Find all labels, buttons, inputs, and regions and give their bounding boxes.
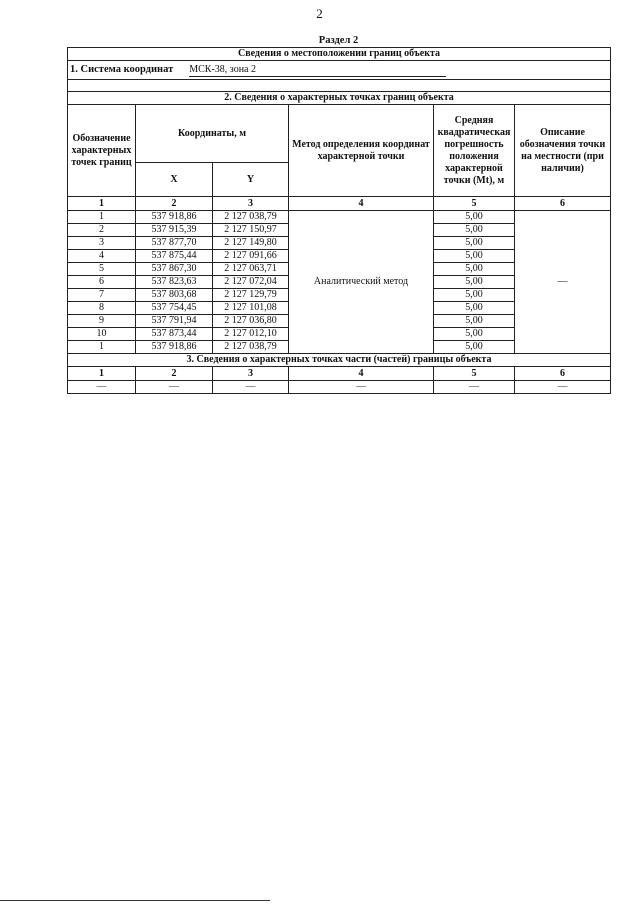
block3-title: 3. Сведения о характерных точках части (частей) границы объекта [68,354,611,367]
accuracy-value: 5,00 [434,263,515,276]
accuracy-value: 5,00 [434,341,515,354]
x-coordinate: 537 875,44 [136,250,213,263]
x-coordinate: 537 873,44 [136,328,213,341]
description-value: — [515,211,611,354]
point-number: 1 [68,341,136,354]
column-number: 2 [136,197,213,211]
table-row [68,381,611,394]
column-number: 4 [289,367,434,381]
y-coordinate: 2 127 012,10 [213,328,289,341]
column-number: 5 [434,197,515,211]
accuracy-value: 5,00 [434,276,515,289]
method-value: Аналитический метод [289,211,434,354]
x-coordinate: 537 754,45 [136,302,213,315]
block2-column-numbers [68,197,611,211]
x-coordinate: 537 803,68 [136,289,213,302]
point-number: 8 [68,302,136,315]
y-coordinate: 2 127 072,04 [213,276,289,289]
column-number: 4 [289,197,434,211]
y-coordinate: 2 127 101,08 [213,302,289,315]
accuracy-value: 5,00 [434,237,515,250]
block3-column-numbers [68,367,611,381]
x-coordinate: 537 918,86 [136,341,213,354]
footer-rule [0,900,270,901]
column-number: 1 [68,367,136,381]
x-coordinate: 537 877,70 [136,237,213,250]
x-coordinate: 537 867,30 [136,263,213,276]
header-point: Обозначение характерных точек границ [68,105,136,197]
y-coordinate: 2 127 149,80 [213,237,289,250]
accuracy-value: 5,00 [434,328,515,341]
y-coordinate: 2 127 036,80 [213,315,289,328]
block1-title: Сведения о местоположении границ объекта [68,48,611,61]
x-coordinate: 537 823,63 [136,276,213,289]
header-accuracy: Средняя квадратическая погрешность положения характерной точки (Mt), м [434,105,515,197]
point-number: 7 [68,289,136,302]
coord-system-label: 1. Система координат [70,63,174,75]
section-title: Раздел 2 [318,35,359,46]
block2-title: 2. Сведения о характерных точках границ объекта [68,92,611,105]
point-number: 3 [68,237,136,250]
accuracy-value: 5,00 [434,289,515,302]
column-number: 5 [434,367,515,381]
y-coordinate: 2 127 038,79 [213,341,289,354]
y-coordinate: 2 127 091,66 [213,250,289,263]
point-number: 1 [68,211,136,224]
column-number: 2 [136,367,213,381]
header-description: Описание обозначения точки на местности (при наличии) [515,105,611,197]
point-number: 2 [68,224,136,237]
point-number: 4 [68,250,136,263]
header-method: Метод определения координат характерной точки [289,105,434,197]
column-number: 3 [213,197,289,211]
empty-dash: — [136,381,213,394]
y-coordinate: 2 127 150,97 [213,224,289,237]
empty-dash: — [289,381,434,394]
x-coordinate: 537 791,94 [136,315,213,328]
empty-dash: — [68,381,136,394]
y-coordinate: 2 127 129,79 [213,289,289,302]
point-number: 6 [68,276,136,289]
coord-system-value: МСК-38, зона 2 [189,64,446,77]
empty-dash: — [434,381,515,394]
column-number: 3 [213,367,289,381]
accuracy-value: 5,00 [434,315,515,328]
x-coordinate: 537 918,86 [136,211,213,224]
coord-system-row [68,61,611,80]
page-number: 2 [316,6,323,21]
y-coordinate: 2 127 038,79 [213,211,289,224]
accuracy-value: 5,00 [434,302,515,315]
column-number: 1 [68,197,136,211]
accuracy-value: 5,00 [434,224,515,237]
accuracy-value: 5,00 [434,250,515,263]
header-coords: Координаты, м [136,105,289,163]
point-number: 5 [68,263,136,276]
header-y: Y [213,163,289,197]
spacer-row [68,80,611,92]
y-coordinate: 2 127 063,71 [213,263,289,276]
header-x: X [136,163,213,197]
table-row [68,211,611,224]
empty-dash: — [213,381,289,394]
point-number: 10 [68,328,136,341]
boundary-table [67,47,611,394]
accuracy-value: 5,00 [434,211,515,224]
column-number: 6 [515,367,611,381]
x-coordinate: 537 915,39 [136,224,213,237]
point-number: 9 [68,315,136,328]
empty-dash: — [515,381,611,394]
column-number: 6 [515,197,611,211]
